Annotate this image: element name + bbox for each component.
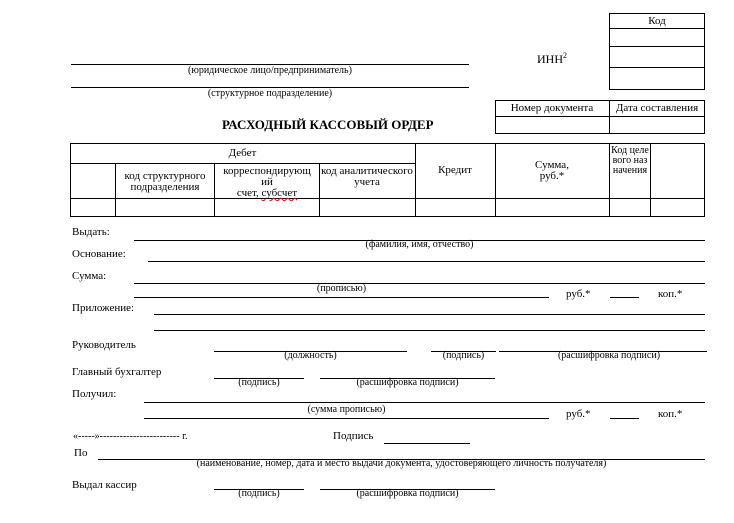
doc-number-label: Номер документа	[510, 102, 594, 114]
received-rub-label: руб.*	[566, 408, 591, 420]
issue-label: Выдать:	[72, 226, 110, 238]
basis-line[interactable]	[148, 261, 705, 262]
purpose-code-header: Код целевого назначения	[611, 145, 649, 176]
doc-date-field[interactable]	[610, 117, 704, 133]
in-words-caption: (прописью)	[316, 283, 367, 294]
code-box-divider	[609, 67, 705, 68]
table-hline	[70, 163, 415, 164]
received-words-line[interactable]	[144, 418, 549, 419]
date-placeholder[interactable]: «-----»------------------------ г.	[73, 431, 188, 442]
sum-in-words-caption: (сумма прописью)	[307, 404, 386, 415]
debit-label: Дебет	[228, 147, 257, 159]
attachment-line-2[interactable]	[154, 330, 705, 331]
code-box-divider	[609, 46, 705, 47]
by-label: По	[74, 447, 88, 459]
received-label: Получил:	[72, 388, 117, 400]
cell-purpose-code[interactable]	[610, 199, 650, 216]
receiver-signature-line[interactable]	[384, 443, 470, 444]
position-caption: (должность)	[284, 350, 337, 361]
structural-unit-caption: (структурное подразделение)	[207, 88, 333, 99]
basis-label: Основание:	[72, 248, 126, 260]
id-document-caption: (наименование, номер, дата и место выдачи документа, удостоверяющего личность получателя)	[196, 458, 607, 469]
cell-credit[interactable]	[416, 199, 495, 216]
head-label: Руководитель	[72, 339, 136, 351]
head-decode-caption: (расшифровка подписи)	[557, 350, 661, 361]
sum-header: Сумма, руб.*	[535, 159, 569, 182]
credit-label: Кредит	[438, 164, 472, 176]
cell-blank[interactable]	[71, 199, 115, 216]
legal-entity-caption: (юридическое лицо/предприниматель)	[188, 65, 352, 76]
chief-signature-caption: (подпись)	[238, 377, 280, 388]
kop-line[interactable]	[610, 297, 639, 298]
cell-corresponding-account[interactable]	[215, 199, 319, 216]
head-signature-caption: (подпись)	[442, 350, 485, 361]
cashier-decode-caption: (расшифровка подписи)	[356, 488, 459, 499]
sum-words-line[interactable]	[134, 297, 549, 298]
corresponding-account-header: корреспондирующ ий счет, субсчет	[223, 165, 311, 199]
received-kop-line[interactable]	[610, 418, 639, 419]
doc-date-label: Дата составления	[615, 102, 699, 114]
signature-label: Подпись	[333, 430, 374, 442]
attachment-label: Приложение:	[72, 302, 135, 314]
kop-label: коп.*	[658, 288, 683, 300]
attachment-line[interactable]	[154, 314, 705, 315]
cashier-label: Выдал кассир	[72, 479, 137, 491]
fio-caption: (фамилия, имя, отчество)	[365, 239, 474, 250]
inn-label: ИНН$^2$	[537, 51, 567, 66]
cashier-signature-caption: (подпись)	[238, 488, 280, 499]
structural-unit-code-header: код структурного подразделения	[124, 170, 206, 193]
received-line[interactable]	[144, 402, 705, 403]
cell-extra[interactable]	[651, 199, 705, 216]
cell-analytical-code[interactable]	[320, 199, 415, 216]
sum-label: Сумма:	[72, 270, 107, 282]
code-label: Код	[648, 15, 666, 27]
code-box-divider	[609, 28, 705, 29]
received-kop-label: коп.*	[658, 408, 683, 420]
doc-number-field[interactable]	[496, 117, 608, 133]
cell-sum[interactable]	[496, 199, 609, 216]
chief-decode-caption: (расшифровка подписи)	[356, 377, 459, 388]
chief-accountant-label: Главный бухгалтер	[72, 366, 162, 378]
page-title: РАСХОДНЫЙ КАССОВЫЙ ОРДЕР	[222, 117, 434, 132]
cell-structural-unit-code[interactable]	[116, 199, 214, 216]
analytical-code-header: код аналитического учета	[321, 165, 413, 188]
rub-label: руб.*	[566, 288, 591, 300]
